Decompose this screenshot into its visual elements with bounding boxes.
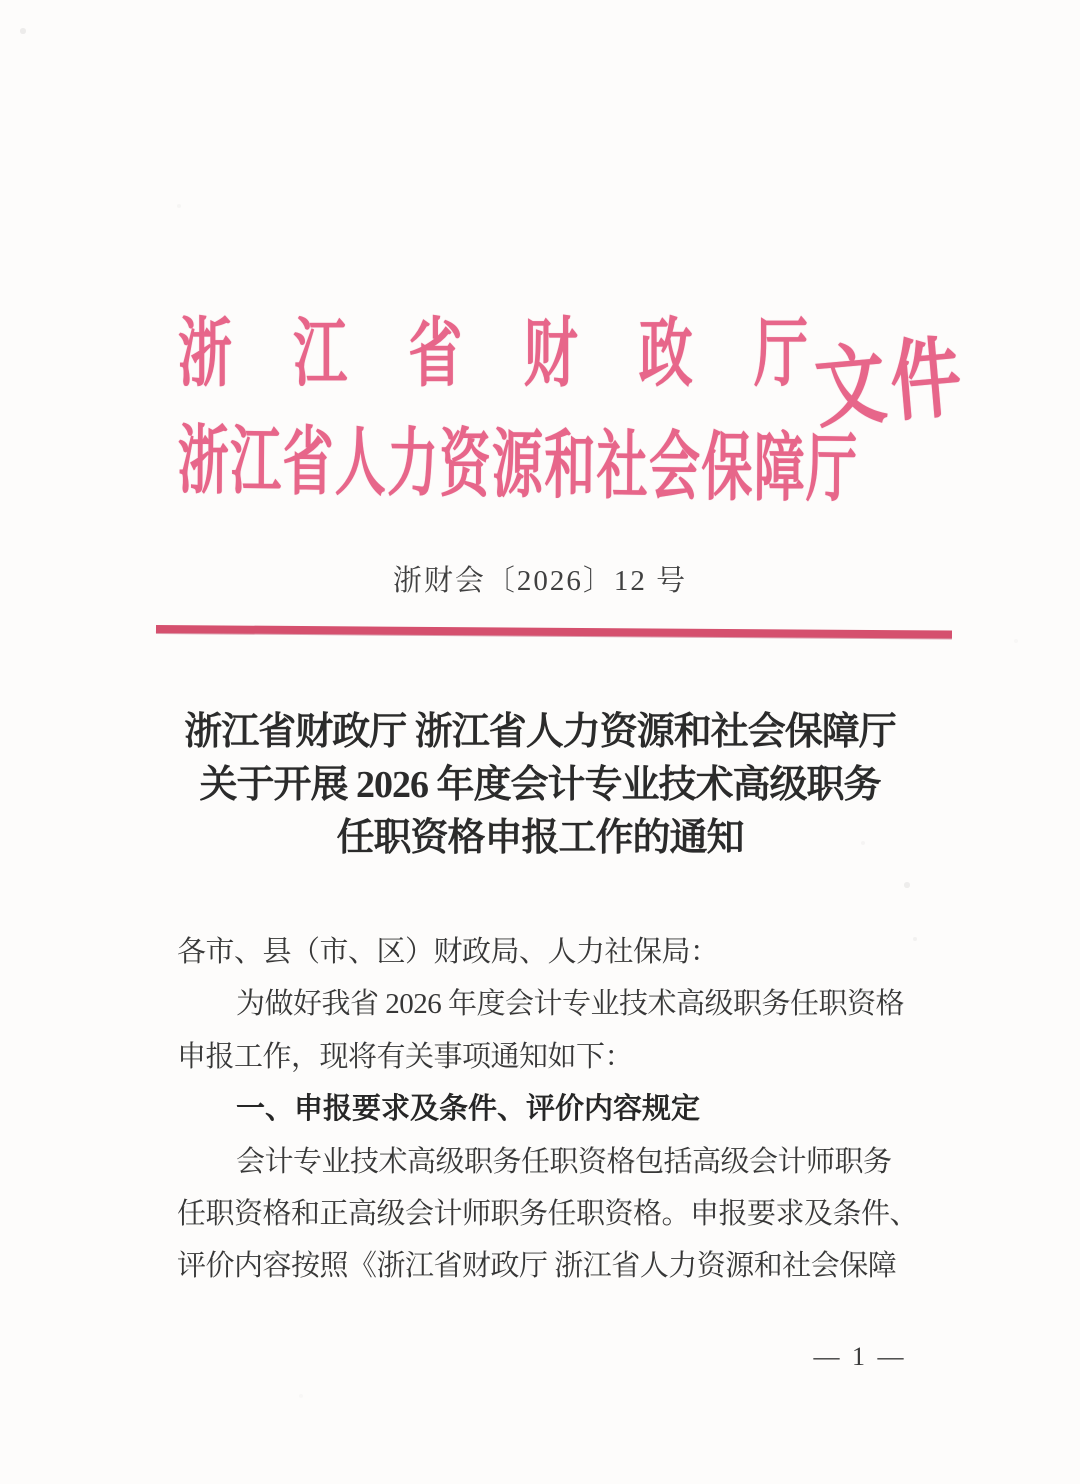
scan-noise <box>0 0 2 2</box>
document-title-line-3: 任职资格申报工作的通知 <box>336 817 744 859</box>
section-heading: 一、申报要求及条件、评价内容规定 <box>236 1093 701 1126</box>
body-line: 评价内容按照《浙江省财政厅 浙江省人力资源和社会保障 <box>177 1250 897 1283</box>
document-title-line-2: 关于开展 2026 年度会计专业技术高级职务 <box>199 764 881 806</box>
letterhead-document-type-label: 文件 <box>811 329 970 440</box>
page-number: — 1 — <box>813 1342 907 1371</box>
letterhead-issuer-secondary: 浙江省人力资源和社会保障厅 <box>177 420 859 512</box>
body-line: 申报工作，现将有关事项通知如下： <box>177 1040 634 1073</box>
letterhead-issuer-primary: 浙江省财政厅 <box>178 313 870 396</box>
document-title-line-1: 浙江省财政厅 浙江省人力资源和社会保障厅 <box>184 711 896 753</box>
document-title <box>0 706 1080 865</box>
letterhead-divider-line <box>156 625 952 639</box>
body-line: 会计专业技术高级职务任职资格包括高级会计师职务 <box>236 1145 892 1178</box>
document-body <box>177 926 922 1293</box>
salutation-line: 各市、县（市、区）财政局、人力社保局： <box>177 936 719 968</box>
body-line: 任职资格和正高级会计师职务任职资格。申报要求及条件、 <box>177 1198 919 1231</box>
document-reference-number: 浙财会〔2026〕12 号 <box>392 565 688 597</box>
body-line: 为做好我省 2026 年度会计专业技术高级职务任职资格 <box>236 988 905 1021</box>
